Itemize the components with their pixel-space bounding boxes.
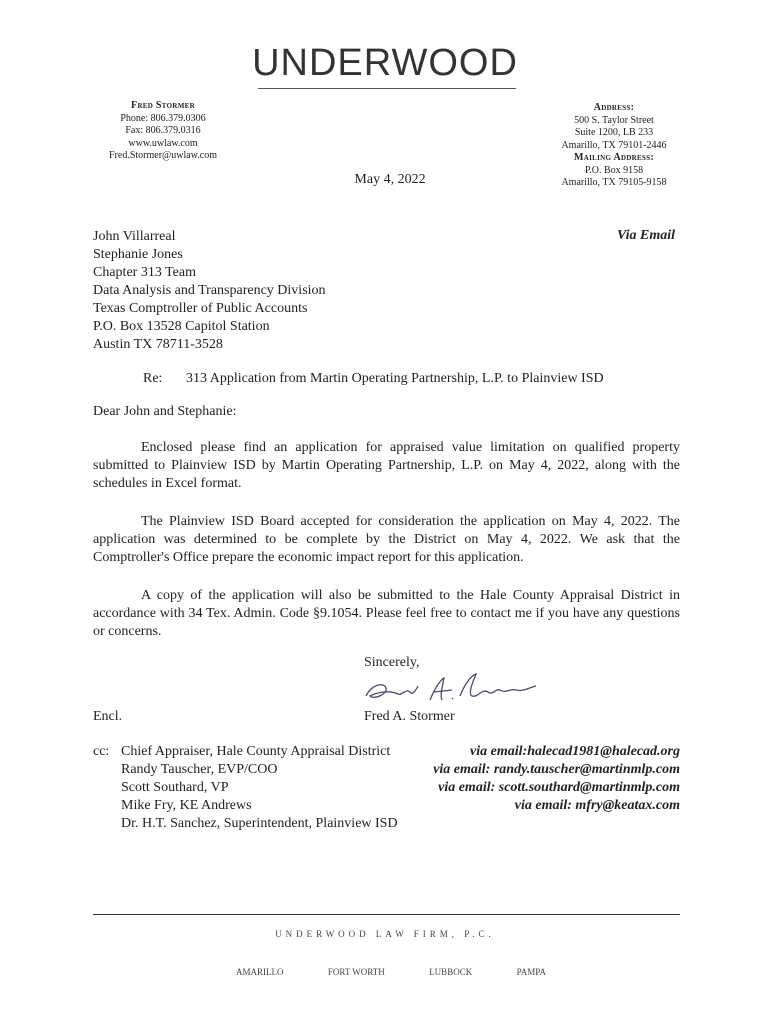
office-location: FORT WORTH [327, 967, 385, 977]
sender-contact-block [100, 100, 226, 163]
footer-divider [93, 914, 680, 915]
recipient-line: Austin TX 78711-3528 [93, 337, 223, 352]
paragraph-text: The Plainview ISD Board accepted for consideration the application on May 4, 2022. The application was determined to be complete by the District on May 4, 2022. We ask that the Comptroller's Office prepare the economic impact report for this application. [93, 514, 680, 565]
re-label: Re: [143, 371, 163, 386]
office-location: PAMPA [516, 967, 546, 977]
office-location: LUBBOCK [429, 967, 473, 977]
sender-name: Fred Stormer [131, 100, 195, 111]
sender-email: Fred.Stormer@uwlaw.com [109, 150, 217, 161]
firm-logo: UNDERWOOD [252, 42, 518, 84]
sender-website: www.uwlaw.com [128, 137, 198, 149]
sender-fax: Fax: 806.379.0316 [125, 125, 201, 136]
cc-label: cc: [93, 744, 110, 759]
mailing-address-label: Mailing Address: [573, 152, 655, 163]
recipient-address [93, 228, 393, 354]
cc-name: Randy Tauscher, EVP/COO [121, 762, 278, 777]
body-paragraph [93, 439, 680, 493]
footer-offices [236, 967, 546, 977]
mailing-address-line: Amarillo, TX 79105-9158 [561, 177, 667, 188]
cc-email: via email: scott.southard@martinmlp.com [438, 780, 680, 795]
paragraph-text: Enclosed please find an application for appraised value limitation on qualified property submitted to Plainview ISD by Martin Operating Partnership, L.P. on May 4, 2022, along with the schedules in Excel format. [93, 440, 680, 491]
cc-name: Mike Fry, KE Andrews [121, 798, 252, 813]
signature-image [360, 666, 540, 710]
cc-name: Chief Appraiser, Hale County Appraisal District [121, 744, 391, 759]
logo-divider [258, 88, 516, 89]
closing-sincerely: Sincerely, [364, 655, 420, 670]
recipient-line: Stephanie Jones [93, 247, 183, 262]
cc-name: Scott Southard, VP [121, 780, 229, 795]
recipient-line: Data Analysis and Transparency Division [93, 283, 326, 298]
body-paragraph [93, 587, 680, 641]
address-line: 500 S. Taylor Street [574, 114, 654, 126]
paragraph-text: A copy of the application will also be submitted to the Hale County Appraisal District in accordance with 34 Tex. Admin. Code §9.1054. Please feel free to contact me if you have any questions or concerns. [93, 588, 680, 639]
cc-name: Dr. H.T. Sanchez, Superintendent, Plainview ISD [121, 816, 398, 831]
enclosure-note: Encl. [93, 709, 123, 724]
cc-emails-list [380, 743, 680, 815]
recipient-line: John Villarreal [93, 229, 176, 244]
address-line: Suite 1200, LB 233 [574, 127, 654, 138]
recipient-line: Chapter 313 Team [93, 265, 196, 280]
recipient-line: Texas Comptroller of Public Accounts [93, 301, 308, 316]
re-subject: 313 Application from Martin Operating Partnership, L.P. to Plainview ISD [186, 371, 604, 386]
mailing-address-line: P.O. Box 9158 [584, 164, 644, 176]
cc-email: via email: mfry@keatax.com [514, 798, 680, 813]
address-line: Amarillo, TX 79101-2446 [561, 139, 667, 151]
letter-date: May 4, 2022 [354, 172, 426, 187]
firm-address-block [548, 102, 680, 190]
cc-email: via email:halecad1981@halecad.org [470, 744, 680, 759]
sender-phone: Phone: 806.379.0306 [120, 112, 206, 124]
body-paragraph [93, 513, 680, 567]
recipient-line: P.O. Box 13528 Capitol Station [93, 319, 270, 334]
cc-email: via email: randy.tauscher@martinmlp.com [433, 762, 680, 777]
delivery-method: Via Email [617, 228, 675, 243]
office-location: AMARILLO [236, 967, 284, 977]
address-label: Address: [593, 102, 635, 113]
signer-name: Fred A. Stormer [364, 709, 455, 724]
salutation: Dear John and Stephanie: [93, 404, 237, 419]
footer-firm-name: UNDERWOOD LAW FIRM, P.C. [275, 929, 495, 939]
